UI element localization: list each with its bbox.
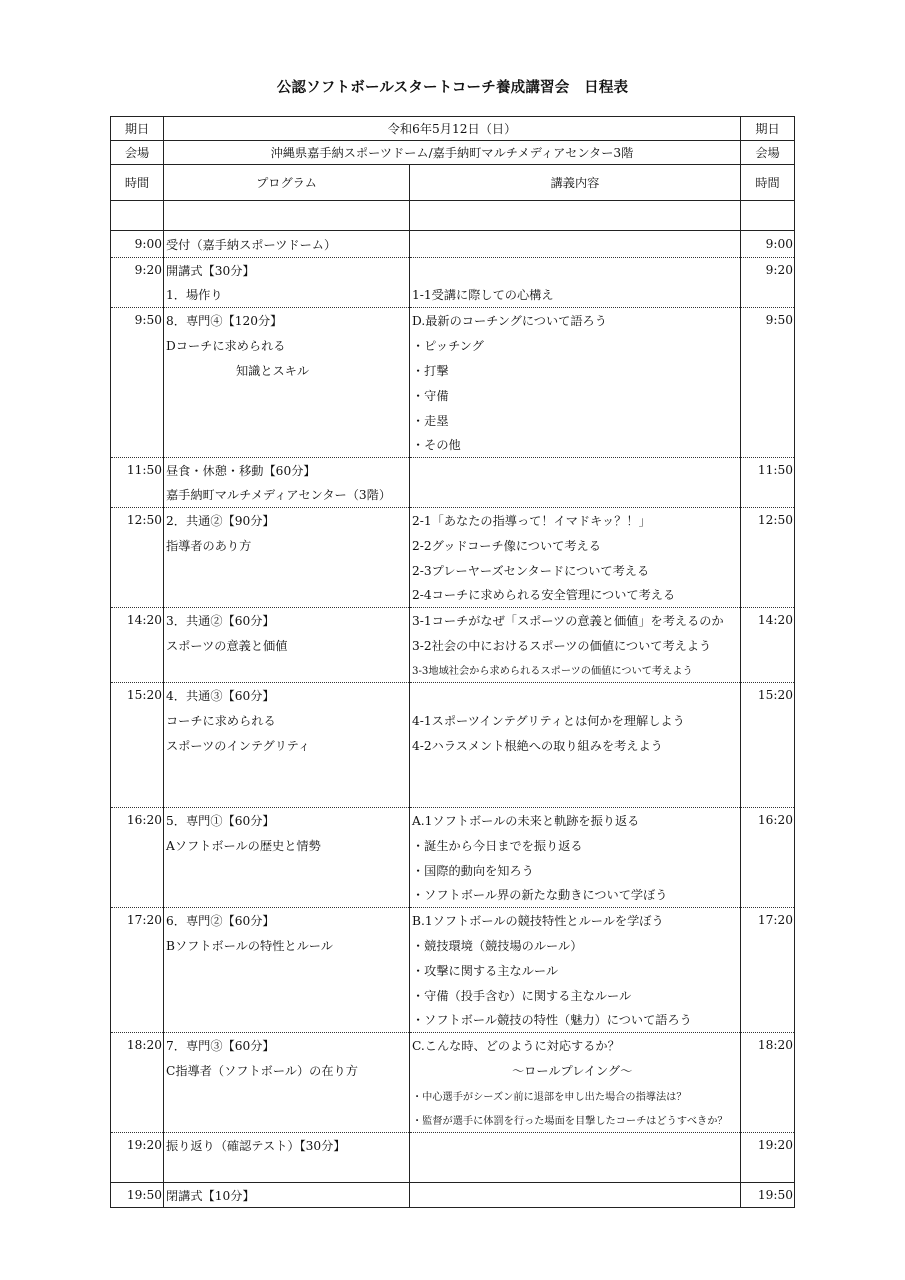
schedule-row [111,733,795,758]
schedule-row [111,558,795,583]
schedule-row [111,833,795,858]
schedule-row [111,658,795,683]
schedule-row [111,1183,795,1208]
start-time-right: 17:20 [741,908,795,933]
content-text [410,231,741,258]
content-text [410,258,741,283]
program-text: Bソフトボールの特性とルール [164,933,410,958]
venue-row [111,141,795,165]
start-time: 14:20 [111,608,164,633]
schedule-row [111,908,795,933]
content-text: 3-2社会の中におけるスポーツの価値について考えよう [410,633,741,658]
schedule-row [111,808,795,833]
content-text: 2-1「あなたの指導って！イマドキッ？！」 [410,508,741,533]
schedule-row [111,533,795,558]
schedule-row [111,231,795,258]
program-text: C指導者（ソフトボール）の在り方 [164,1058,410,1083]
content-text: ・ピッチング [410,333,741,358]
content-header: 講義内容 [410,165,741,201]
content-text: 2-3プレーヤーズセンタードについて考える [410,558,741,583]
start-time: 11:50 [111,458,164,483]
date-value: 令和6年5月12日（日） [164,117,741,141]
schedule-row [111,983,795,1008]
schedule-row [111,383,795,408]
program-text: 8．専門④【120分】 [164,308,410,333]
content-text: ・ソフトボール界の新たな動きについて学ぼう [410,883,741,908]
schedule-row [111,883,795,908]
column-header-row [111,165,795,201]
content-text: ・競技環境（競技場のルール） [410,933,741,958]
program-text: 5．専門①【60分】 [164,808,410,833]
program-text: 振り返り（確認テスト）【30分】 [164,1133,410,1158]
start-time-right: 9:20 [741,258,795,283]
schedule-row [111,1033,795,1058]
program-text: Dコーチに求められる [164,333,410,358]
content-text: 1-1受講に際しての心構え [410,283,741,308]
content-text: 3-3地域社会から求められるスポーツの価値について考えよう [410,658,741,683]
start-time-right: 9:50 [741,308,795,333]
program-text: 3．共通②【60分】 [164,608,410,633]
start-time: 15:20 [111,683,164,708]
schedule-row [111,683,795,708]
schedule-row [111,633,795,658]
program-text: 昼食・休憩・移動【60分】 [164,458,410,483]
content-text: ～ロールプレイング～ [410,1058,741,1083]
start-time-right: 18:20 [741,1033,795,1058]
schedule-row [111,508,795,533]
start-time-right: 19:20 [741,1133,795,1158]
schedule-row [111,708,795,733]
content-text: ・国際的動向を知ろう [410,858,741,883]
start-time: 12:50 [111,508,164,533]
program-text: 開講式【30分】 [164,258,410,283]
start-time: 19:50 [111,1183,164,1208]
start-time: 16:20 [111,808,164,833]
program-text: 4．共通③【60分】 [164,683,410,708]
start-time-right: 15:20 [741,683,795,708]
venue-value: 沖縄県嘉手納スポーツドーム/嘉手納町マルチメディアセンター3階 [164,141,741,165]
content-text: C.こんな時、どのように対応するか？ [410,1033,741,1058]
start-time: 18:20 [111,1033,164,1058]
content-text: 4-2ハラスメント根絶への取り組みを考えよう [410,733,741,758]
start-time: 17:20 [111,908,164,933]
start-time-right: 9:00 [741,231,795,258]
program-text: スポーツの意義と価値 [164,633,410,658]
content-text: ・監督が選手に体罰を行った場面を目撃したコーチはどうすべきか？ [410,1108,741,1133]
program-text: 2．共通②【90分】 [164,508,410,533]
schedule-row [111,1083,795,1108]
schedule-row [111,258,795,283]
content-text: ・守備 [410,383,741,408]
schedule-row [111,583,795,608]
content-text: ・ソフトボール競技の特性（魅力）について語ろう [410,1008,741,1033]
time-header-right: 時間 [741,165,795,201]
program-text: 閉講式【10分】 [164,1183,410,1208]
content-text: D.最新のコーチングについて語ろう [410,308,741,333]
content-text: A.1ソフトボールの未来と軌跡を振り返る [410,808,741,833]
time-header: 時間 [111,165,164,201]
program-text: Aソフトボールの歴史と情勢 [164,833,410,858]
schedule-row [111,608,795,633]
program-text: コーチに求められる [164,708,410,733]
schedule-row [111,458,795,483]
content-text: 2-2グッドコーチ像について考える [410,533,741,558]
venue-label: 会場 [111,141,164,165]
content-text: ・打撃 [410,358,741,383]
schedule-row [111,408,795,433]
program-text: 7．専門③【60分】 [164,1033,410,1058]
schedule-table [110,116,795,1208]
schedule-row [111,1058,795,1083]
schedule-row [111,483,795,508]
program-text: 6．専門②【60分】 [164,908,410,933]
program-text: 嘉手納町マルチメディアセンター（3階） [164,483,410,508]
start-time: 9:50 [111,308,164,333]
schedule-row [111,933,795,958]
schedule-row [111,958,795,983]
content-text: ・中心選手がシーズン前に退部を申し出た場合の指導法は？ [410,1083,741,1108]
program-text: 1．場作り [164,283,410,308]
date-label: 期日 [111,117,164,141]
program-header: プログラム [164,165,410,201]
date-label-right: 期日 [741,117,795,141]
schedule-row [111,333,795,358]
schedule-row [111,1133,795,1158]
content-text: ・守備（投手含む）に関する主なルール [410,983,741,1008]
program-text: スポーツのインテグリティ [164,733,410,758]
start-time: 19:20 [111,1133,164,1158]
start-time: 9:00 [111,231,164,258]
content-text: 4-1スポーツインテグリティとは何かを理解しよう [410,708,741,733]
schedule-row [111,283,795,308]
content-text: 3-1コーチがなぜ「スポーツの意義と価値」を考えるのか [410,608,741,633]
content-text: 2-4コーチに求められる安全管理について考える [410,583,741,608]
start-time-right: 14:20 [741,608,795,633]
date-row [111,117,795,141]
content-text: ・攻撃に関する主なルール [410,958,741,983]
content-text: ・その他 [410,433,741,458]
schedule-row [111,858,795,883]
blank-row [111,201,795,231]
schedule-row [111,358,795,383]
content-text: ・誕生から今日までを振り返る [410,833,741,858]
program-text: 指導者のあり方 [164,533,410,558]
start-time-right: 11:50 [741,458,795,483]
start-time-right: 19:50 [741,1183,795,1208]
content-text: ・走塁 [410,408,741,433]
start-time-right: 16:20 [741,808,795,833]
program-text: 受付（嘉手納スポーツドーム） [164,231,410,258]
venue-label-right: 会場 [741,141,795,165]
schedule-row [111,308,795,333]
content-text: B.1ソフトボールの競技特性とルールを学ぼう [410,908,741,933]
start-time: 9:20 [111,258,164,283]
start-time-right: 12:50 [741,508,795,533]
page-title: 公認ソフトボールスタートコーチ養成講習会 日程表 [276,79,629,96]
schedule-row [111,1008,795,1033]
program-text: 知識とスキル [164,358,410,383]
schedule-row [111,433,795,458]
schedule-row [111,1108,795,1133]
